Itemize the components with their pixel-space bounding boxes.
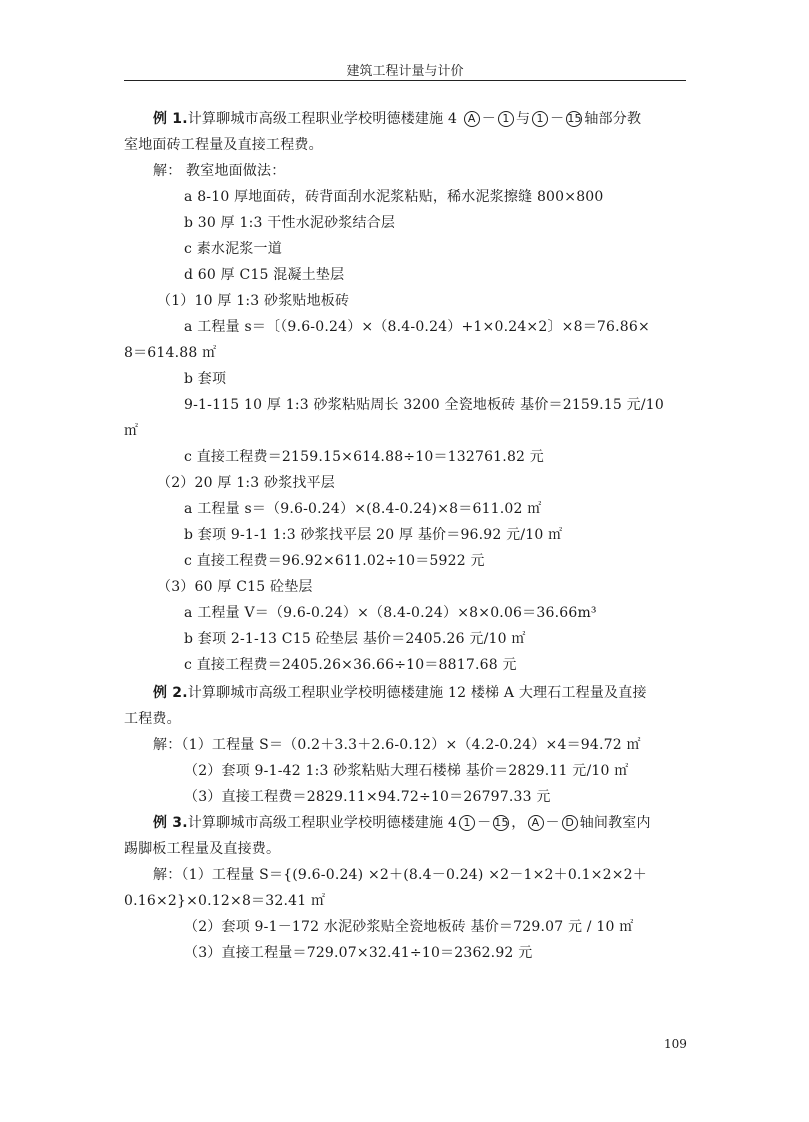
part-1-quantity-cont: 8＝614.88 ㎡ <box>124 345 217 361</box>
part-1-quantity: a 工程量 s＝〔（9.6-0.24）×（8.4-0.24）+1×0.24×2〕×8＝76.86× <box>184 319 650 335</box>
running-header: 建筑工程计量与计价 <box>346 64 464 79</box>
method-a: a 8-10 厚地面砖，砖背面刮水泥浆粘贴，稀水泥浆擦缝 800×800 <box>184 189 604 205</box>
axis-15-circle: 15 <box>494 816 509 829</box>
method-b: b 30 厚 1:3 干性水泥砂浆结合层 <box>184 215 396 231</box>
part-1-cost: c 直接工程费＝2159.15×614.88÷10＝132761.82 元 <box>184 449 545 465</box>
example-3-text-end: 轴间教室内 <box>579 815 651 831</box>
example-1-text: 计算聊城市高级工程职业学校明德楼建施 4 <box>187 111 462 127</box>
axis-a-circle: A <box>528 815 544 831</box>
part-3-quantity: a 工程量 V＝（9.6-0.24）×（8.4-0.24）×8×0.06＝36.66m³ <box>184 605 597 621</box>
method-d: d 60 厚 C15 混凝土垫层 <box>184 267 345 283</box>
axis-1-circle: 1 <box>498 111 514 127</box>
dash: － <box>481 111 496 127</box>
example-3-quantity: 解：（1）工程量 S＝{(9.6-0.24) ×2＋(8.4－0.24) ×2－1×2＋0.1×2×2＋ <box>153 867 647 883</box>
part-1-heading: （1）10 厚 1:3 砂浆贴地板砖 <box>157 293 350 309</box>
part-3-heading: （3）60 厚 C15 砼垫层 <box>157 579 313 595</box>
example-3-title-line-2: 踢脚板工程量及直接费。 <box>124 841 281 857</box>
example-2-title-line-1 <box>153 684 647 702</box>
method-c: c 素水泥浆一道 <box>184 241 282 257</box>
comma: ， <box>511 815 526 831</box>
dash: － <box>545 815 560 831</box>
solution-intro: 解： 教室地面做法： <box>153 163 286 179</box>
conjunction: 与 <box>515 111 531 127</box>
axis-1-circle: 1 <box>532 111 548 127</box>
example-2-label: 例 2. <box>153 685 188 701</box>
example-2-text: 计算聊城市高级工程职业学校明德楼建施 12 楼梯 A 大理石工程量及直接 <box>187 685 647 701</box>
part-1-item: 9-1-115 10 厚 1:3 砂浆粘贴周长 3200 全瓷地板砖 基价＝2159.15 元/10 <box>184 397 664 413</box>
example-1-title-line-2: 室地面砖工程量及直接工程费。 <box>124 137 323 153</box>
example-1-label: 例 1. <box>153 111 188 127</box>
part-2-heading: （2）20 厚 1:3 砂浆找平层 <box>157 475 336 491</box>
example-3-title-line-1 <box>153 814 651 832</box>
part-2-item: b 套项 9-1-1 1:3 砂浆找平层 20 厚 基价＝96.92 元/10 ㎡ <box>184 527 563 543</box>
example-2-item: （2）套项 9-1-42 1:3 砂浆粘贴大理石楼梯 基价＝2829.11 元/10 ㎡ <box>184 763 629 779</box>
part-2-quantity: a 工程量 s＝（9.6-0.24）×(8.4-0.24)×8＝611.02 ㎡ <box>184 501 542 517</box>
example-3-label: 例 3. <box>153 815 188 831</box>
axis-15-circle: 15 <box>567 112 582 125</box>
example-3-cost: （3）直接工程量＝729.07×32.41÷10＝2362.92 元 <box>184 945 533 961</box>
page-number: 109 <box>664 1037 687 1051</box>
example-1-title-line-1 <box>153 110 641 128</box>
example-3-quantity-cont: 0.16×2}×0.12×8＝32.41 ㎡ <box>124 893 326 909</box>
header-rule <box>124 80 686 81</box>
example-3-item: （2）套项 9-1－172 水泥砂浆贴全瓷地板砖 基价＝729.07 元 / 10 ㎡ <box>184 919 634 935</box>
part-2-cost: c 直接工程费＝96.92×611.02÷10＝5922 元 <box>184 553 485 569</box>
example-2-quantity: 解：（1）工程量 S＝（0.2＋3.3＋2.6-0.12）×（4.2-0.24）×4＝94.72 ㎡ <box>153 737 641 753</box>
axis-d-circle: D <box>562 815 578 831</box>
part-3-item: b 套项 2-1-13 C15 砼垫层 基价＝2405.26 元/10 ㎡ <box>184 631 526 647</box>
example-2-title-line-2: 工程费。 <box>124 711 181 727</box>
dash: － <box>550 111 565 127</box>
part-1-item-label: b 套项 <box>184 371 227 387</box>
example-2-cost: （3）直接工程费＝2829.11×94.72÷10＝26797.33 元 <box>184 789 551 805</box>
part-3-cost: c 直接工程费＝2405.26×36.66÷10＝8817.68 元 <box>184 657 517 673</box>
example-3-text: 计算聊城市高级工程职业学校明德楼建施 4 <box>187 815 458 831</box>
part-1-item-cont: ㎡ <box>124 423 139 439</box>
axis-a-circle: A <box>464 111 480 127</box>
axis-1-circle: 1 <box>459 815 475 831</box>
example-1-text-end: 轴部分教 <box>584 111 642 127</box>
dash: － <box>477 815 492 831</box>
